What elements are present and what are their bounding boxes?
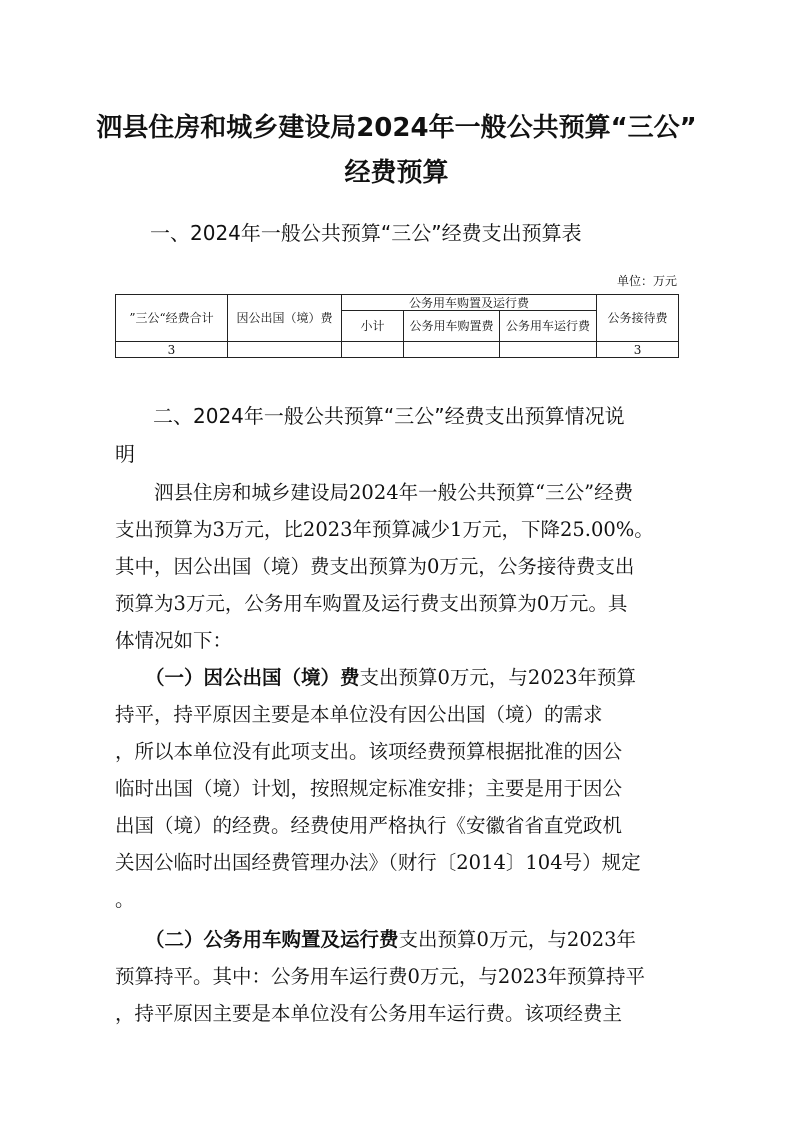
section-1-heading: 一、2024年一般公共预算“三公”经费支出预算表 [150, 221, 582, 245]
paragraph-line: ，持平原因主要是本单位没有公务用车运行费。该项经费主 [115, 1002, 623, 1025]
header-vehicle-operation: 公务用车运行费 [500, 311, 597, 342]
document-title-line-2: 经费预算 [344, 158, 449, 188]
three-public-budget-table [115, 294, 679, 358]
paragraph-line [115, 659, 685, 696]
document-title-line-1: 泗县住房和城乡建设局2024年一般公共预算“三公” [96, 113, 697, 143]
header-subtotal: 小计 [342, 311, 404, 342]
paragraph-line: 。 [115, 888, 135, 911]
section-2-heading [115, 397, 685, 473]
header-abroad: 因公出国（境）费 [228, 295, 342, 342]
paragraph-line: 临时出国（境）计划，按照规定标准安排；主要是用于因公 [115, 777, 623, 800]
paragraph-vehicle-label: （二）公务用车购置及运行费 [145, 928, 399, 951]
header-reception: 公务接待费 [597, 295, 679, 342]
cell-vehicle-operation [500, 342, 597, 358]
cell-total: 3 [116, 342, 228, 358]
paragraph-line: 出国（境）的经费。经费使用严格执行《安徽省省直党政机 [115, 814, 623, 837]
unit-label: 单位：万元 [616, 274, 677, 288]
paragraph-overview [115, 474, 685, 659]
paragraph-abroad [115, 659, 685, 918]
header-total: ”三公“经费合计 [116, 295, 228, 342]
cell-subtotal [342, 342, 404, 358]
paragraph-line: 预算为3万元，公务用车购置及运行费支出预算为0万元。具 [115, 592, 628, 615]
paragraph-line [115, 921, 685, 958]
paragraph-line: 泗县住房和城乡建设局2024年一般公共预算“三公”经费 [115, 481, 634, 504]
paragraph-abroad-first-rest: 支出预算0万元，与2023年预算 [359, 666, 637, 689]
cell-vehicle-purchase [404, 342, 500, 358]
paragraph-line: 关因公临时出国经费管理办法》（财行〔2014〕104号）规定 [115, 851, 641, 874]
table-row [116, 342, 679, 358]
paragraph-line: 其中，因公出国（境）费支出预算为0万元，公务接待费支出 [115, 555, 635, 578]
section-2-heading-line-2: 明 [115, 442, 135, 466]
header-vehicle-group: 公务用车购置及运行费 [342, 295, 597, 311]
paragraph-line: 支出预算为3万元，比2023年预算减少1万元，下降25.00%。 [115, 518, 654, 541]
paragraph-line: 预算持平。其中：公务用车运行费0万元，与2023年预算持平 [115, 965, 646, 988]
paragraph-vehicle [115, 921, 685, 1032]
table-header-row-1 [116, 295, 679, 311]
paragraph-vehicle-first-rest: 支出预算0万元，与2023年 [398, 928, 637, 951]
cell-abroad [228, 342, 342, 358]
cell-reception: 3 [597, 342, 679, 358]
section-2-heading-line-1: 二、2024年一般公共预算“三公”经费支出预算情况说 [153, 404, 625, 428]
paragraph-line: 持平，持平原因主要是本单位没有因公出国（境）的需求 [115, 703, 603, 726]
paragraph-line: ，所以本单位没有此项支出。该项经费预算根据批准的因公 [115, 740, 623, 763]
paragraph-abroad-label: （一）因公出国（境）费 [145, 666, 360, 689]
paragraph-line: 体情况如下： [115, 629, 233, 652]
header-vehicle-purchase: 公务用车购置费 [404, 311, 500, 342]
